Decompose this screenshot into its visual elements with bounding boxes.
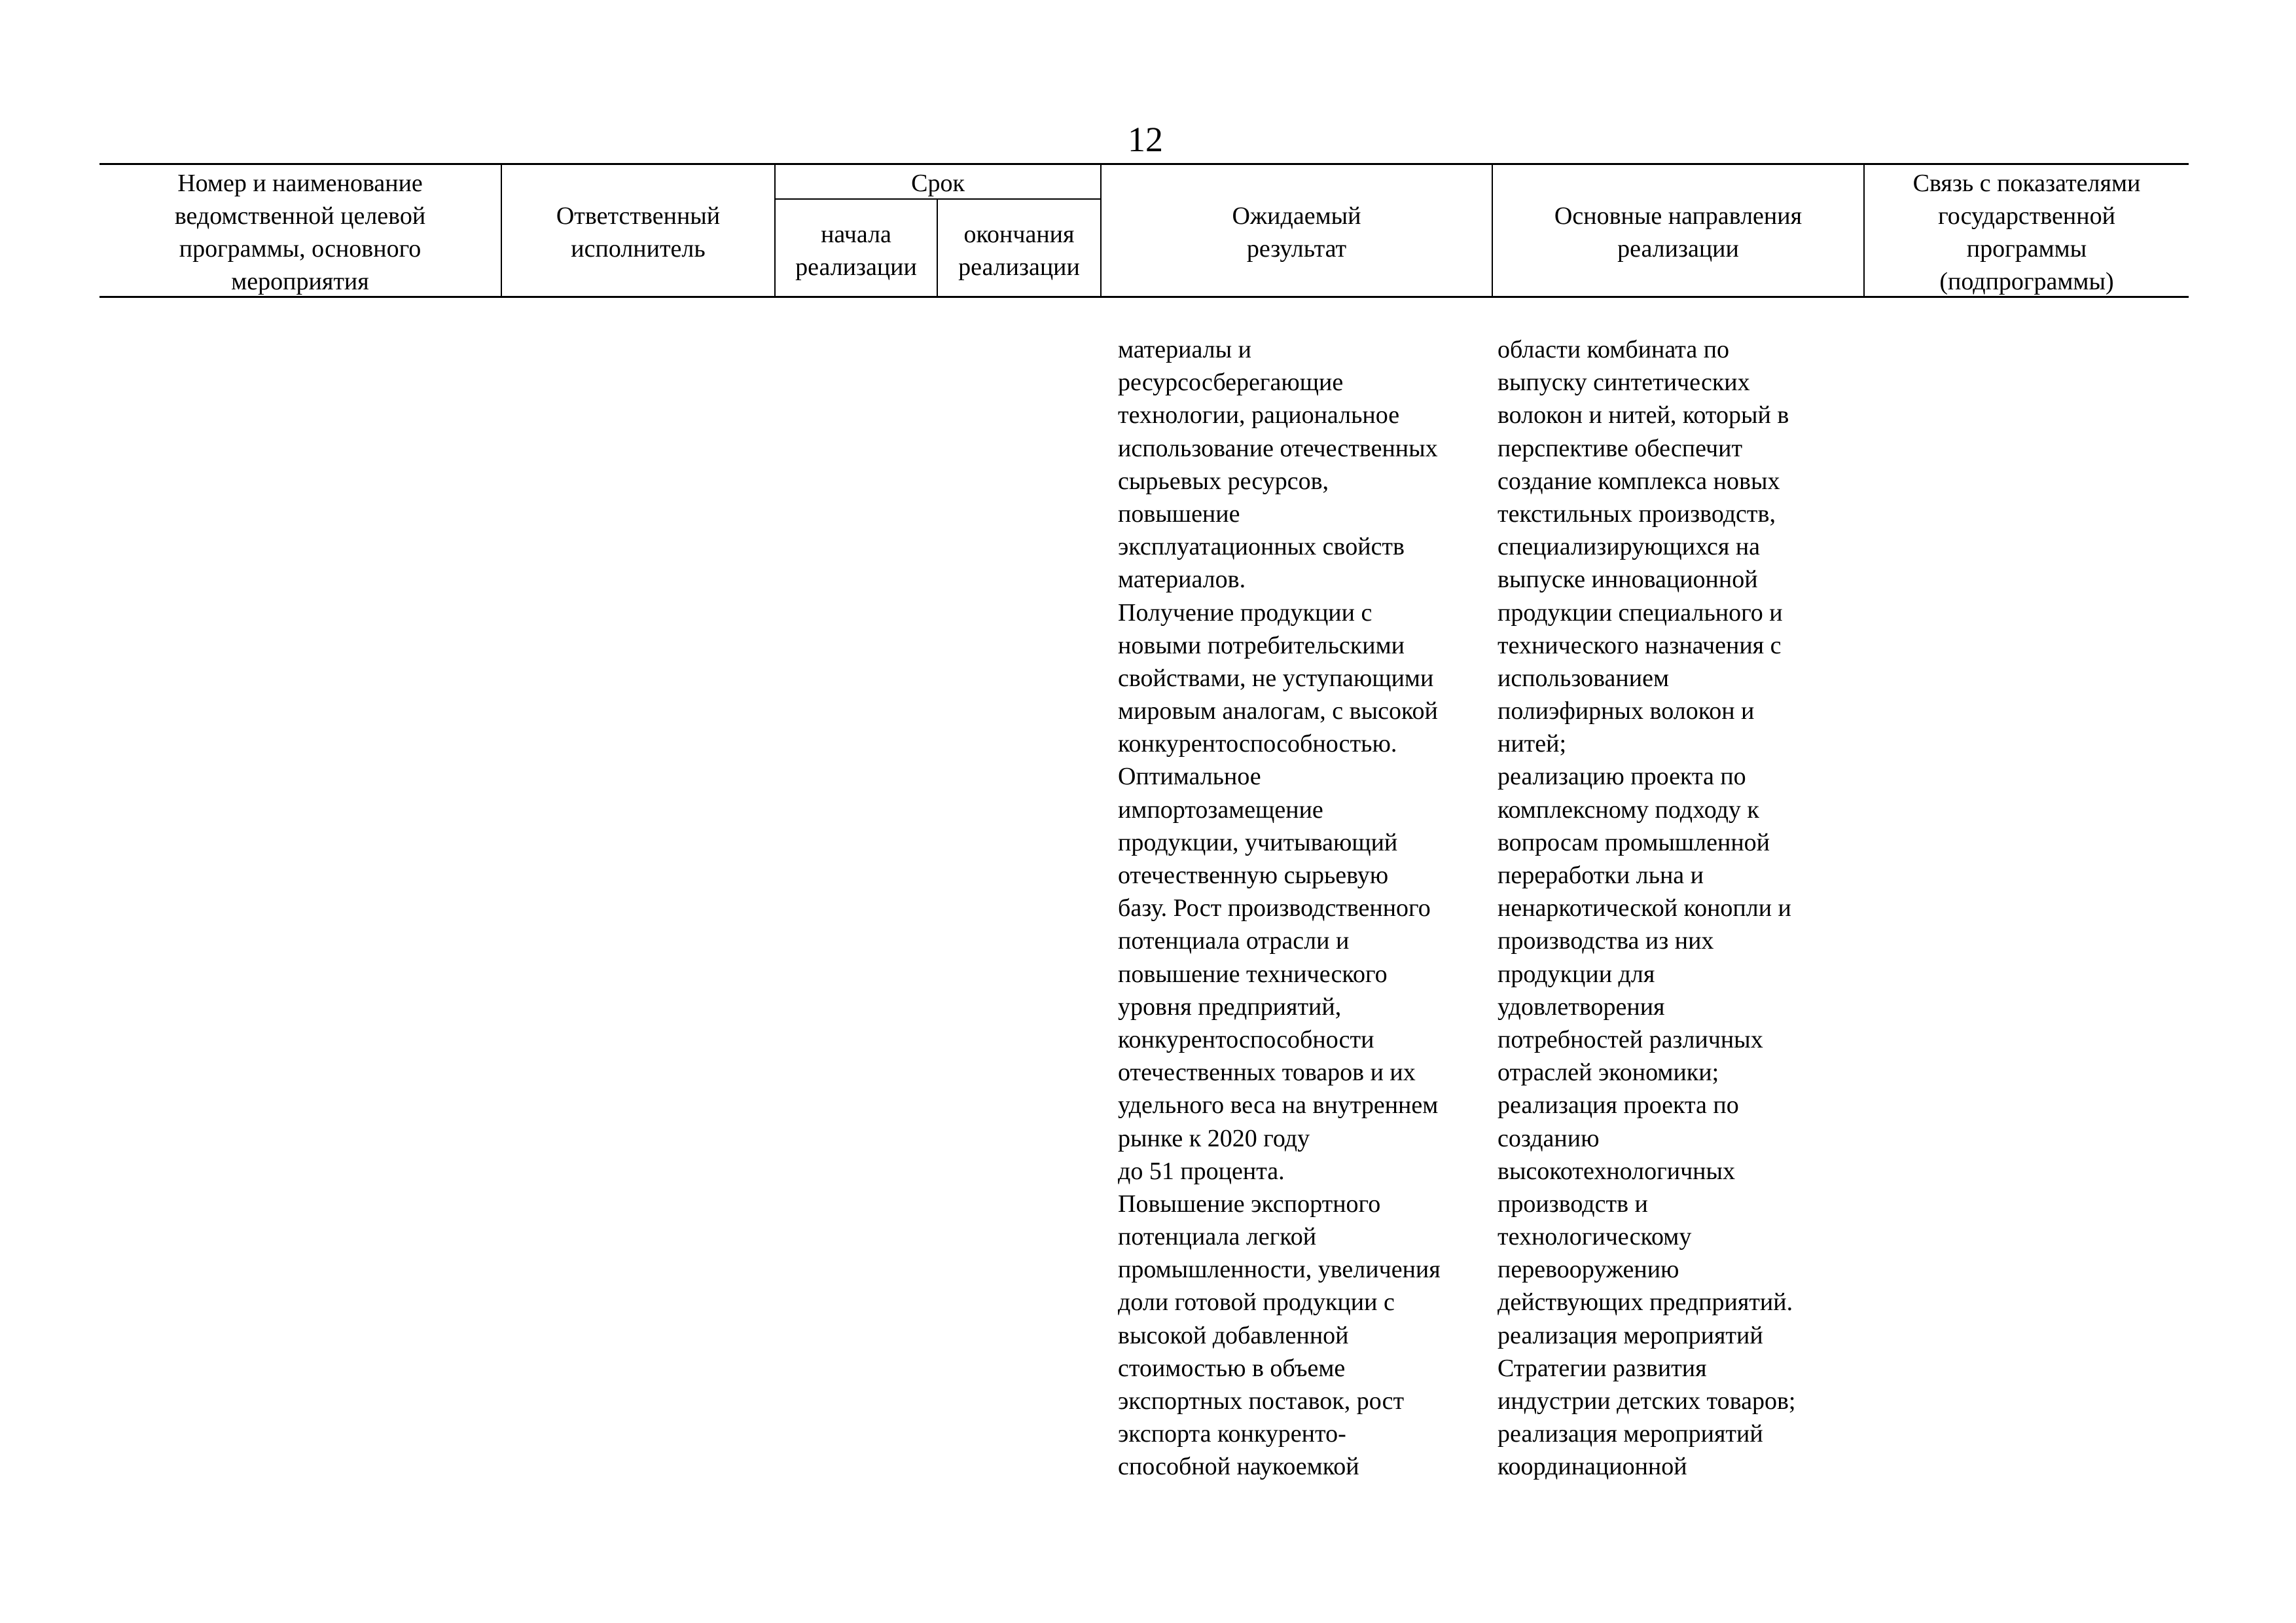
expected-result-text: материалы и ресурсосберегающие технологии, рациональное использование отечественных сырьевых ресурсов, повышение эксплуатационных свойств материалов. Получение продукции с новыми потребительскими свойствами, не уступающими мировым аналогам, с высокой конкурентоспособностью. Оптимальное импортозамещение продукции, учитывающий отечественную сырьевую базу. Рост производственного потенциала отрасли и повышение технического уровня предприятий, конкурентоспособности отечественных товаров и их удельного веса на внутреннем рынке к 2020 году до 51 процента. Повышение экспортного потенциала легкой промышленности, увеличения доли готовой продукции с высокой добавленной стоимостью в объеме экспортных поставок, рост экспорта конкуренто- способной наукоемкой (1118, 336, 1441, 1481)
table-top-rule (99, 163, 2189, 165)
main-directions-text: области комбината по выпуску синтетических волокон и нитей, который в перспективе обеспечит создание комплекса новых текстильных производств, специализирующихся на выпуске инновационной продукции специального и технического назначения с использованием полиэфирных волокон и нитей; реализацию проекта по комплексному подходу к вопросам промышленной переработки льна и ненаркотической конопли и производства из них продукции для удовлетворения потребностей различных отраслей экономики; реализация проекта по созданию высокотехнологичных производств и технологическому перевооружению действующих предприятий. реализация мероприятий Стратегии развития индустрии детских товаров; реализация мероприятий координационной (1498, 336, 1796, 1481)
page-number: 12 (1128, 120, 1163, 159)
header-srok-end: окончания реализации (958, 221, 1080, 281)
header-srok: Срок (911, 170, 965, 197)
header-expected-result: Ожидаемый результат (1232, 202, 1361, 263)
header-main-directions: Основные направления реализации (1554, 202, 1803, 263)
header-state-program-link: Связь с показателями государственной программы (подпрограммы) (1912, 170, 2141, 295)
header-responsible-executor: Ответственный исполнитель (556, 202, 721, 263)
header-srok-start: начала реализации (795, 221, 917, 281)
header-program-name: Номер и наименование ведомственной целевой программы, основного мероприятия (174, 170, 426, 295)
